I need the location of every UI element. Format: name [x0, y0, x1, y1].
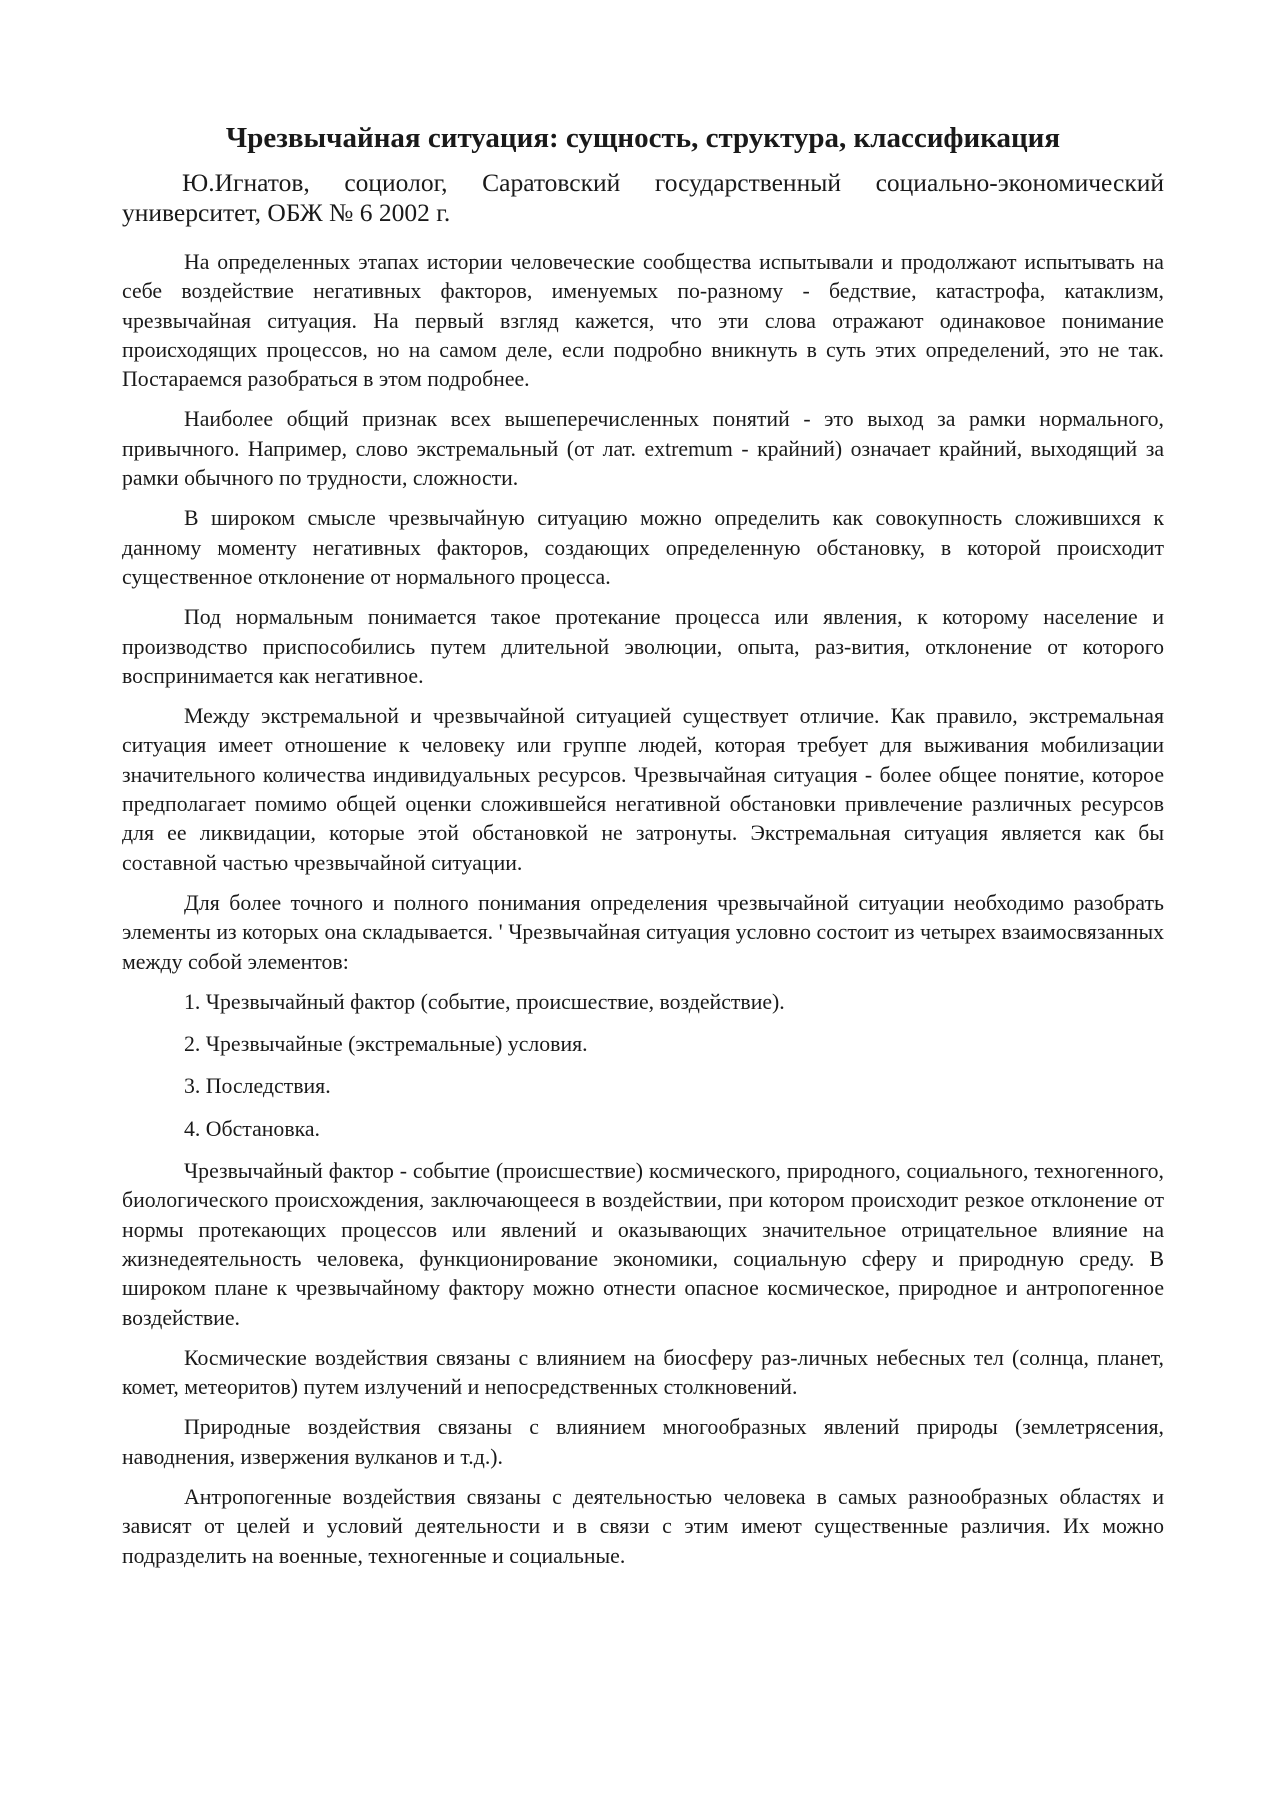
paragraph: Природные воздействия связаны с влиянием многообразных явлений природы (землетрясения, наводнения, извержения вулканов и т.д.).: [122, 1415, 1164, 1469]
list-item: 3. Последствия.: [184, 1074, 331, 1099]
paragraph: Наиболее общий признак всех вышеперечисленных понятий - это выход за рамки нормального, привычного. Например, слово экстремальный (от лат. extremum - крайний) означает крайний, выходящий за рамки обычного по трудности, сложности.: [122, 407, 1164, 491]
paragraph: Между экстремальной и чрезвычайной ситуацией существует отличие. Как правило, экстремальная ситуация имеет отношение к человеку или группе людей, которая требует для выживания мобилизации значительного количества индивидуальных ресурсов. Чрезвычайная ситуация - более общее понятие, которое предполагает помимо общей оценки сложившейся негативной обстановки привлечение различных ресурсов для ее ликвидации, которые этой обстановкой не затронуты. Экстремальная ситуация является как бы составной частью чрезвычайной ситуации.: [122, 704, 1164, 875]
list-item: 4. Обстановка.: [184, 1116, 321, 1141]
list-item: 2. Чрезвычайные (экстремальные) условия.: [184, 1032, 588, 1057]
paragraph: Космические воздействия связаны с влиянием на биосферу раз-личных небесных тел (солнца, планет, комет, метеоритов) путем излучений и непосредственных столкновений.: [122, 1345, 1164, 1400]
author-line: Ю.Игнатов, социолог, Саратовский государственный социально-экономический университет, ОБЖ № 6 2002 г.: [122, 168, 1164, 227]
document-body: [122, 118, 1164, 1582]
paragraph: На определенных этапах истории человеческие сообщества испытывали и продолжают испытывать на себе воздействие негативных факторов, именуемых по-разному - бедствие, катастрофа, катаклизм, чрезвычайная ситуация. На первый взгляд кажется, что эти слова отражают одинаковое понимание происходящих процессов, но на самом деле, если подробно вникнуть в суть этих определений, это не так. Постараемся разобраться в этом подробнее.: [122, 250, 1164, 392]
document-title: Чрезвычайная ситуация: сущность, структура, классификация: [225, 122, 1061, 154]
list-item: 1. Чрезвычайный фактор (событие, происшествие, воздействие).: [184, 989, 785, 1014]
paragraph: Под нормальным понимается такое протекание процесса или явления, к которому население и производство приспособились путем длительной эволюции, опыта, раз-вития, отклонение от которого воспринимается как негативное.: [122, 605, 1164, 688]
paragraph: Антропогенные воздействия связаны с деятельностью человека в самых разнообразных областях и зависят от целей и условий деятельности и в связи с этим имеют существенные различия. Их можно подразделить на военные, техногенные и социальные.: [122, 1484, 1164, 1568]
paragraph: В широком смысле чрезвычайную ситуацию можно определить как совокупность сложившихся к данному моменту негативных факторов, создающих определенную обстановку, в которой происходит существенное отклонение от нормального процесса.: [122, 506, 1164, 589]
paragraph: Чрезвычайный фактор - событие (происшествие) космического, природного, социального, техногенного, биологического происхождения, заключающееся в воздействии, при котором происходит резкое отклонение от нормы протекающих процессов или явлений и оказывающих значительное отрицательное влияние на жизнедеятельность человека, функционирование экономики, социальную сферу и природную среду. В широком плане к чрезвычайному фактору можно отнести опасное космическое, природное и антропогенное воздействие.: [122, 1159, 1164, 1330]
paragraph: Для более точного и полного понимания определения чрезвычайной ситуации необходимо разобрать элементы из которых она складывается. ' Чрезвычайная ситуация условно состоит из четырех взаимосвязанных между собой элементов:: [122, 890, 1164, 974]
